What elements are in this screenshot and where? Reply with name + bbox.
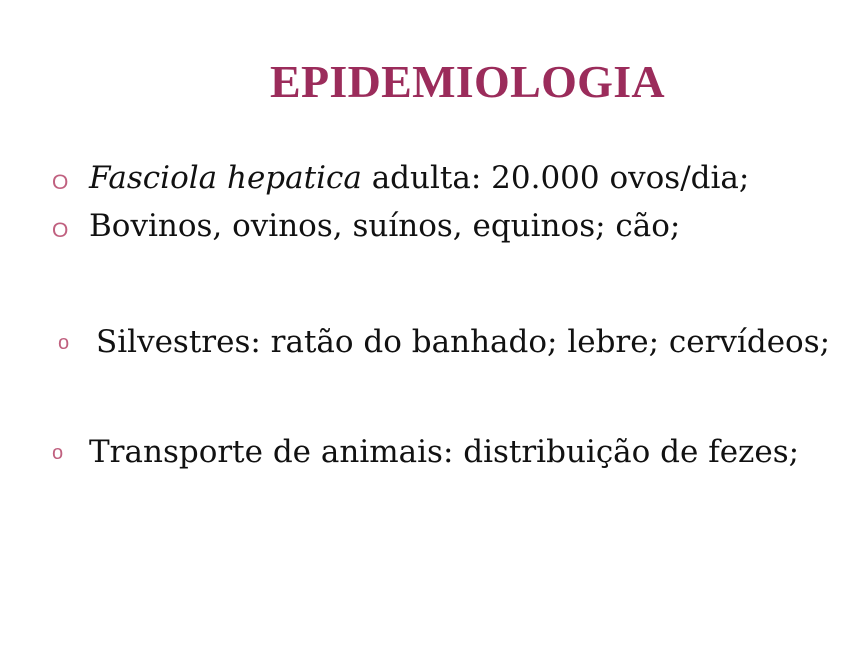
bullet-marker-icon: o	[52, 442, 64, 464]
bullet-text	[89, 158, 749, 198]
bullet-marker-icon: O	[52, 171, 69, 194]
bullet-marker-icon: o	[58, 332, 70, 354]
bullet-italic-text: Fasciola hepatica	[89, 160, 362, 196]
bullet-text: Transporte de animais: distribuição de fezes;	[89, 434, 800, 470]
bullet-text: Silvestres: ratão do banhado; lebre; cervídeos;	[96, 324, 831, 360]
bullet-text: Bovinos, ovinos, suínos, equinos; cão;	[89, 208, 681, 244]
bullet-regular-text: adulta: 20.000 ovos/dia;	[361, 160, 750, 196]
slide-title: EPIDEMIOLOGIA	[270, 56, 665, 107]
bullet-marker-icon: O	[52, 219, 69, 242]
